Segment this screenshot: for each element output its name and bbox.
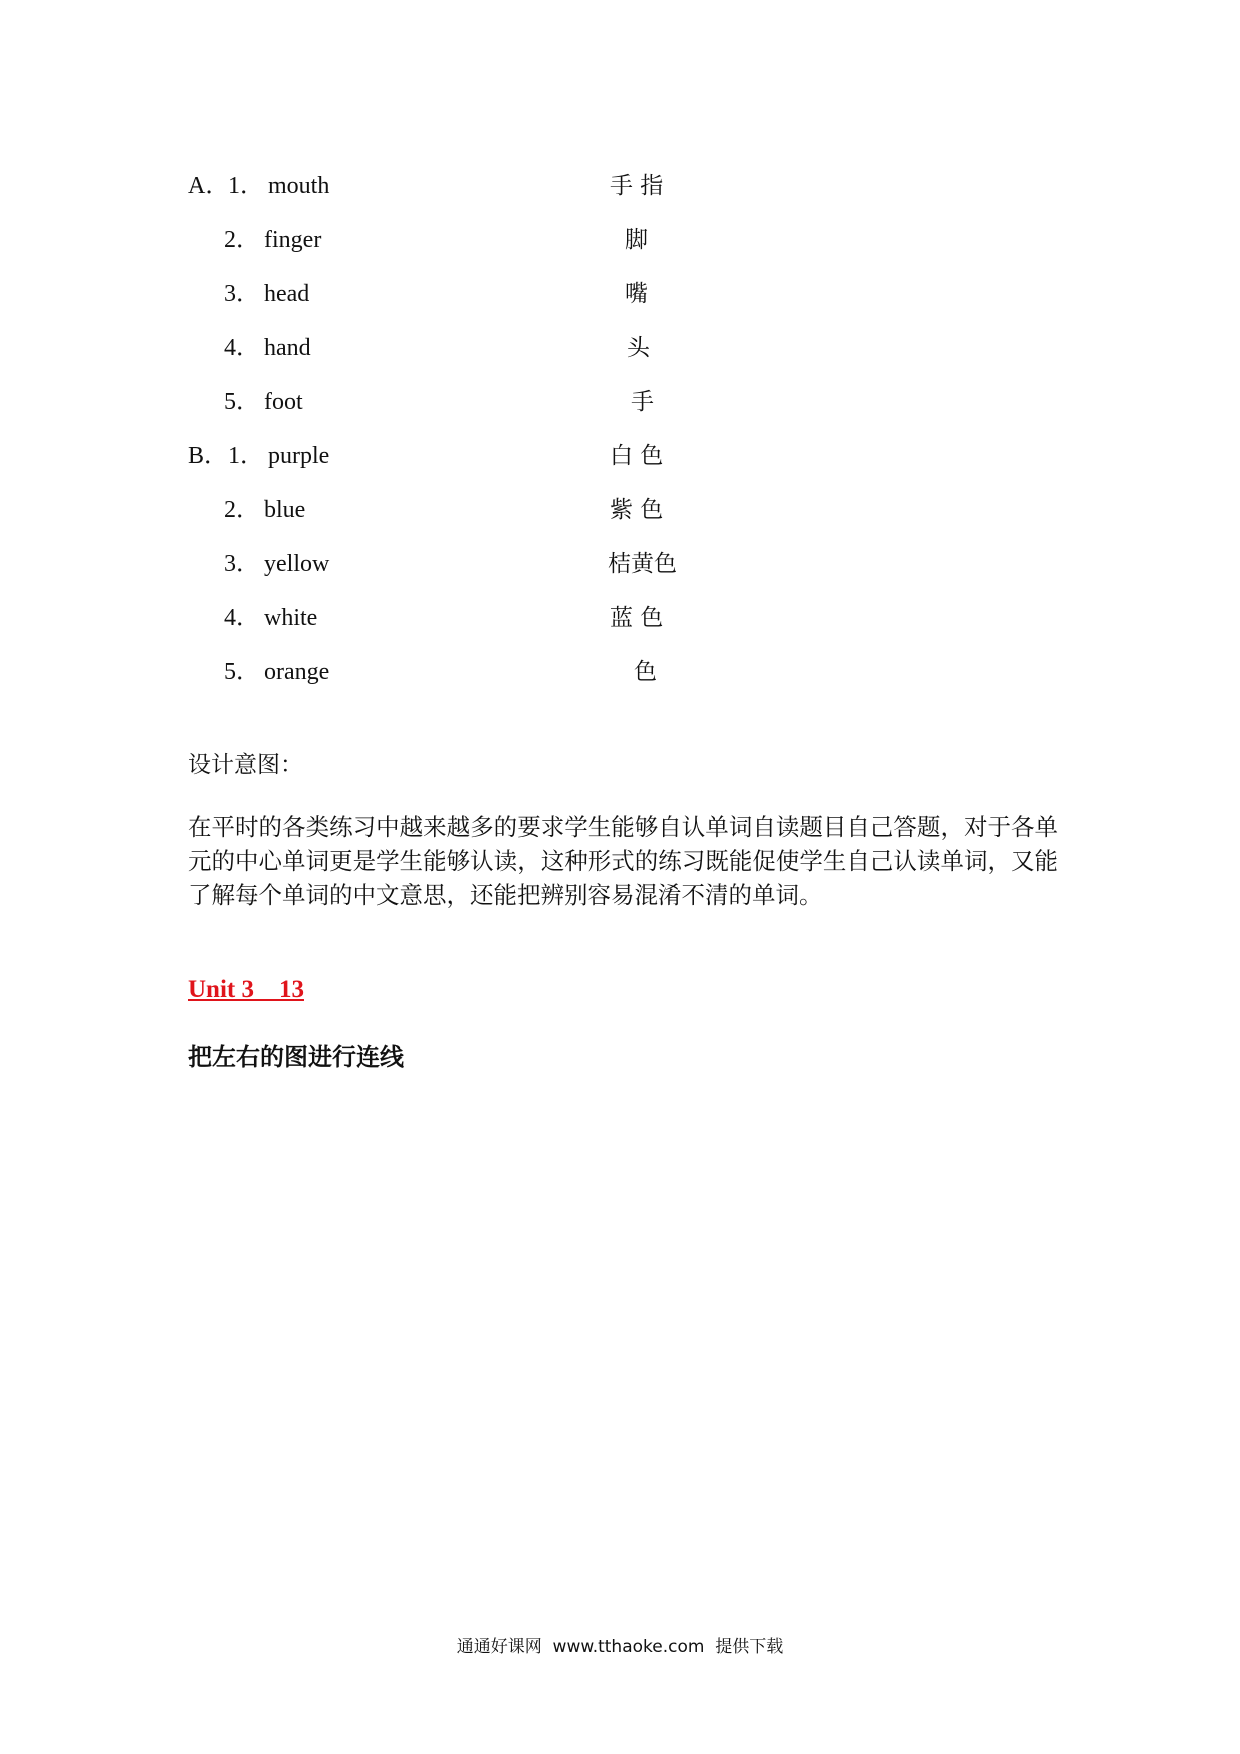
- item-number: 5．: [224, 389, 260, 415]
- english-word: hand: [264, 335, 311, 361]
- chinese-meaning: 蓝 色: [610, 605, 664, 631]
- item-number: 5．: [224, 659, 260, 685]
- task-title: 把左右的图进行连线: [188, 1043, 404, 1071]
- chinese-meaning: 桔黄色: [608, 551, 677, 577]
- item-number: 2．: [224, 497, 260, 523]
- group-a-label: A．: [188, 173, 230, 199]
- english-word: white: [264, 605, 318, 631]
- item-number: 2．: [224, 227, 260, 253]
- english-word: yellow: [264, 551, 330, 577]
- chinese-meaning: 嘴: [625, 281, 648, 307]
- item-number: 4．: [224, 335, 260, 361]
- english-word: blue: [264, 497, 306, 523]
- chinese-meaning: 手 指: [610, 173, 664, 199]
- chinese-meaning: 白 色: [610, 443, 664, 469]
- item-number: 3．: [224, 281, 260, 307]
- english-word: orange: [264, 659, 330, 685]
- chinese-meaning: 手: [631, 389, 654, 415]
- english-word: head: [264, 281, 310, 307]
- english-word: finger: [264, 227, 322, 253]
- chinese-meaning: 色: [634, 659, 657, 685]
- chinese-meaning: 脚: [625, 227, 648, 253]
- english-word: mouth: [268, 173, 330, 199]
- group-b-label: B．: [188, 443, 229, 469]
- chinese-meaning: 头: [627, 335, 650, 361]
- unit-title: Unit 3 13: [188, 976, 304, 1003]
- item-number: 1．: [228, 443, 264, 469]
- design-intent-label: 设计意图：: [188, 752, 303, 778]
- english-word: foot: [264, 389, 303, 415]
- item-number: 1．: [228, 173, 264, 199]
- item-number: 3．: [224, 551, 260, 577]
- item-number: 4．: [224, 605, 260, 631]
- footer-credit: 通通好课网 www.tthaoke.com 提供下载: [456, 1637, 784, 1657]
- chinese-meaning: 紫 色: [610, 497, 664, 523]
- design-intent-paragraph: 在平时的各类练习中越来越多的要求学生能够自认单词自读题目自己答题，对于各单元的中心单词更是学生能够认读，这种形式的练习既能促使学生自己认读单词，又能了解每个单词的中文意思，还能把辨别容易混淆不清的单词。: [188, 813, 1058, 909]
- english-word: purple: [268, 443, 330, 469]
